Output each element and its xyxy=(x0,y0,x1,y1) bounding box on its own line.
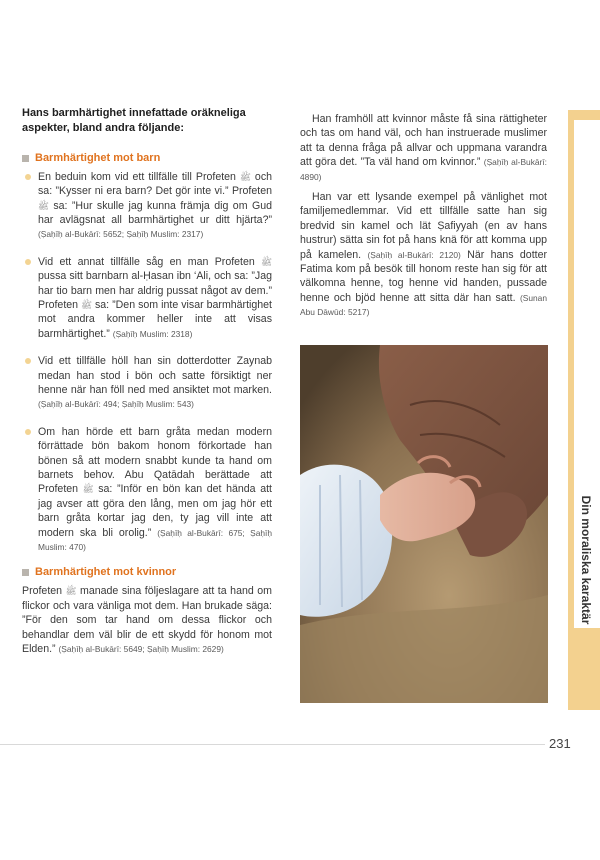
square-bullet-icon xyxy=(22,569,29,576)
hands-photo-icon xyxy=(300,345,548,703)
section-heading-children xyxy=(22,151,272,166)
section-heading-women xyxy=(22,565,272,580)
list-item: Vid ett annat tillfälle såg en man Profeten ﷺ pussa sitt barnbarn al-Ḥasan ibn ‘Ali, och sa: ”Jag har tio barn men har aldrig pussat något av dem.” Profeten ﷺ sa: ”Den som inte visar barmhärtighet mot andra kommer heller inte att visas barmhärtighet.” (Ṣaḥīḥ Muslim: 2318) xyxy=(22,255,272,341)
paragraph: Profeten ﷺ manade sina följeslagare att ta hand om flickor och vara vänliga mot dem. Han brukade säga: ”För den som tar hand om dessa flickor och behandlar dem väl blir de ett skydd för honom mot Elden.” (Ṣaḥīḥ al-Bukārī: 5649; Ṣaḥīḥ Muslim: 2629) xyxy=(22,585,272,656)
reference: (Ṣaḥīḥ Muslim: 2318) xyxy=(112,328,193,339)
section-title: Barmhärtighet mot barn xyxy=(35,151,161,164)
salutation-icon: ﷺ xyxy=(261,256,272,267)
list-item: Om han hörde ett barn gråta medan modern förrättade bön bakom honom förkortade han bönen så att modern snabbt kunde ta hand om barnets behov. Abu Qatādah berättade att Profeten ﷺ sa: ”Inför en bön kan det hända att jag avser att göra den lång, men om jag hör ett barn gråta kortar jag den, ty jag vill inte att modern ska bli orolig.” (Ṣaḥīḥ al-Bukārī: 675; Ṣaḥīḥ Muslim: 470) xyxy=(22,425,272,555)
salutation-icon: ﷺ xyxy=(81,299,92,310)
left-column xyxy=(22,106,272,660)
hands-photo xyxy=(300,345,548,703)
chapter-label xyxy=(572,490,600,630)
list-item: En beduin kom vid ett tillfälle till Profeten ﷺ och sa: ”Kysser ni era barn? Det gör inte vi.” Profeten ﷺ sa: ”Hur skulle jag kunna främja dig om Gud har avlägsnat all barmhärtighet ur ditt hjärta?” (Ṣaḥīḥ al-Bukārī: 5652; Ṣaḥīḥ Muslim: 2317) xyxy=(22,170,272,242)
reference: (Ṣaḥīḥ al-Bukārī: 675; Ṣaḥīḥ Muslim: 470) xyxy=(38,527,272,553)
page-number: 231 xyxy=(549,736,571,751)
right-column xyxy=(300,112,547,324)
salutation-icon: ﷺ xyxy=(240,171,251,182)
salutation-icon: ﷺ xyxy=(82,484,94,495)
list-item: Vid ett tillfälle höll han sin dotterdotter Zaynab medan han stod i bön och satte försiktigt ner henne när han föll ned med ansiktet mot marken. (Ṣaḥīḥ al-Bukārī: 494; Ṣaḥīḥ Muslim: 543) xyxy=(22,354,272,412)
reference: (Ṣaḥīḥ al-Bukārī: 5652; Ṣaḥīḥ Muslim: 2317) xyxy=(38,229,204,240)
reference: (Ṣaḥīḥ al-Bukārī: 2120) xyxy=(367,249,461,260)
chapter-label-text: Din moraliska karaktär xyxy=(579,495,593,625)
section-title: Barmhärtighet mot kvinnor xyxy=(35,566,177,579)
reference: (Ṣaḥīḥ al-Bukārī: 494; Ṣaḥīḥ Muslim: 543) xyxy=(38,399,194,410)
intro-heading: Hans barmhärtighet innefattade oräkneliga aspekter, bland andra följande: xyxy=(22,107,246,135)
footer-divider xyxy=(0,744,545,745)
reference: (Ṣaḥīḥ al-Bukārī: 5649; Ṣaḥīḥ Muslim: 2629) xyxy=(58,644,224,655)
reference: (Sunan Abu Dāwūd: 5217) xyxy=(300,292,547,318)
salutation-icon: ﷺ xyxy=(38,200,49,211)
paragraph: Han var ett lysande exempel på vänlighet mot familjemedlemmar. Vid ett tillfälle satte han sig bredvid sin kamel och lät Ṣafiyyah (en av hans hustrur) sätta sin fot på hans knä för att komma upp på kamelen. (Ṣaḥīḥ al-Bukārī: 2120) När hans dotter Fatima kom på besök till honom reste han sig för att välkomna henne, tog henne vid handen, pussade henne och bjöd henne att sitta där han satt. (Sunan Abu Dāwūd: 5217) xyxy=(300,191,547,318)
bullet-dot-icon xyxy=(25,429,31,435)
square-bullet-icon xyxy=(22,155,29,162)
bullet-dot-icon xyxy=(25,174,31,180)
bullet-dot-icon xyxy=(25,358,31,364)
salutation-icon: ﷺ xyxy=(65,586,77,597)
reference: (Ṣaḥīḥ al-Bukārī: 4890) xyxy=(300,157,547,182)
paragraph: Han framhöll att kvinnor måste få sina rättigheter och tas om hand väl, och han instruerade muslimer att ta denna fråga på allvar och uppmana varandra att göra det. ”Ta väl hand om kvinnor.” (Ṣaḥīḥ al-Bukārī: 4890) xyxy=(300,113,547,182)
bullet-dot-icon xyxy=(25,259,31,265)
